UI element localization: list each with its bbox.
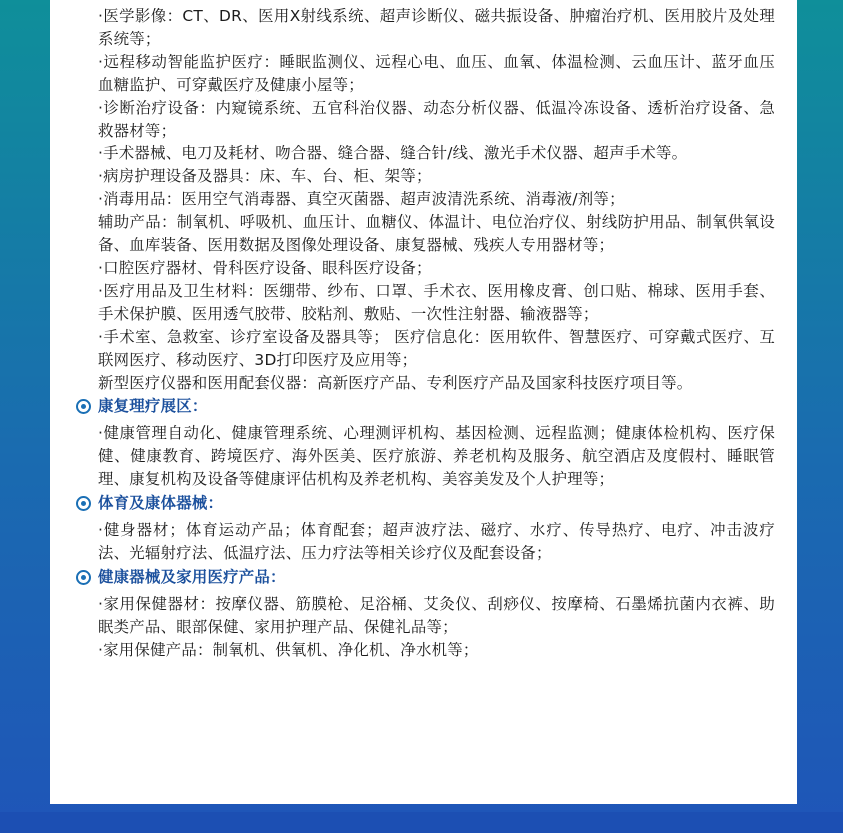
target-bullet-icon	[76, 399, 91, 414]
list-item: ·手术器械、电刀及耗材、吻合器、缝合器、缝合针/线、激光手术仪器、超声手术等。	[98, 144, 688, 163]
list-item: ·健康管理自动化、健康管理系统、心理测评机构、基因检测、远程监测；健康体检机构、医疗保健、健康教育、跨境医疗、海外医美、医疗旅游、养老机构及服务、航空酒店及度假村、睡眠管理、康复机构及设备等健康评估机构及养老机构、美容美发及个人护理等；	[98, 424, 775, 489]
list-item: 新型医疗仪器和医用配套仪器：高新医疗产品、专利医疗产品及国家科技医疗项目等。	[98, 373, 693, 392]
list-item: ·口腔医疗器材、骨科医疗设备、眼科医疗设备；	[98, 258, 432, 277]
list-item: ·医学影像：CT、DR、医用X射线系统、超声诊断仪、磁共振设备、肿瘤治疗机、医用胶片及处理系统等；	[98, 7, 775, 48]
section-items-rehab	[98, 422, 775, 491]
exhibit-list	[98, 5, 775, 662]
section-heading-rehab	[76, 394, 753, 419]
bottom-band	[0, 812, 843, 833]
section-heading-home-health	[76, 565, 753, 590]
list-item: 辅助产品：制氧机、呼吸机、血压计、血糖仪、体温计、电位治疗仪、射线防护用品、制氧供氧设备、血库装备、医用数据及图像处理设备、康复器械、残疾人专用器材等；	[98, 213, 775, 255]
list-item: ·诊断治疗设备：内窥镜系统、五官科治仪器、动态分析仪器、低温冷冻设备、透析治疗设备、急救器材等；	[98, 98, 775, 140]
list-item: ·医疗用品及卫生材料：医绷带、纱布、口罩、手术衣、医用橡皮膏、创口贴、棉球、医用手套、手术保护膜、医用透气胶带、胶粘剂、敷贴、一次性注射器、输液器等；	[98, 281, 775, 323]
section-title: 健康器械及家用医疗产品：	[98, 567, 286, 586]
list-item: ·手术室、急救室、诊疗室设备及器具等； 医疗信息化：医用软件、智慧医疗、可穿戴式医疗、互联网医疗、移动医疗、3D打印医疗及应用等；	[98, 327, 775, 369]
target-bullet-icon	[76, 570, 91, 585]
section-items-sports	[98, 519, 775, 565]
section-items-home-health	[98, 593, 775, 662]
list-item: ·家用保健产品：制氧机、供氧机、净化机、净水机等；	[98, 640, 479, 659]
section-title: 康复理疗展区：	[98, 397, 208, 416]
section-heading-sports	[76, 491, 753, 516]
list-item: ·家用保健器材：按摩仪器、筋膜枪、足浴桶、艾灸仪、刮痧仪、按摩椅、石墨烯抗菌内衣裤、助眠类产品、眼部保健、家用护理产品、保健礼品等；	[98, 594, 775, 636]
list-item: ·健身器材；体育运动产品；体育配套；超声波疗法、磁疗、水疗、传导热疗、电疗、冲击波疗法、光辐射疗法、低温疗法、压力疗法等相关诊疗仪及配套设备；	[98, 521, 775, 563]
list-item: ·消毒用品：医用空气消毒器、真空灭菌器、超声波清洗系统、消毒液/剂等；	[98, 190, 625, 209]
section-title: 体育及康体器械：	[98, 494, 224, 513]
target-bullet-icon	[76, 496, 91, 511]
list-item: ·远程移动智能监护医疗：睡眠监测仪、远程心电、血压、血氧、体温检测、云血压计、蓝牙血压血糖监护、可穿戴医疗及健康小屋等；	[98, 52, 775, 94]
list-item: ·病房护理设备及器具：床、车、台、柜、架等；	[98, 167, 432, 186]
